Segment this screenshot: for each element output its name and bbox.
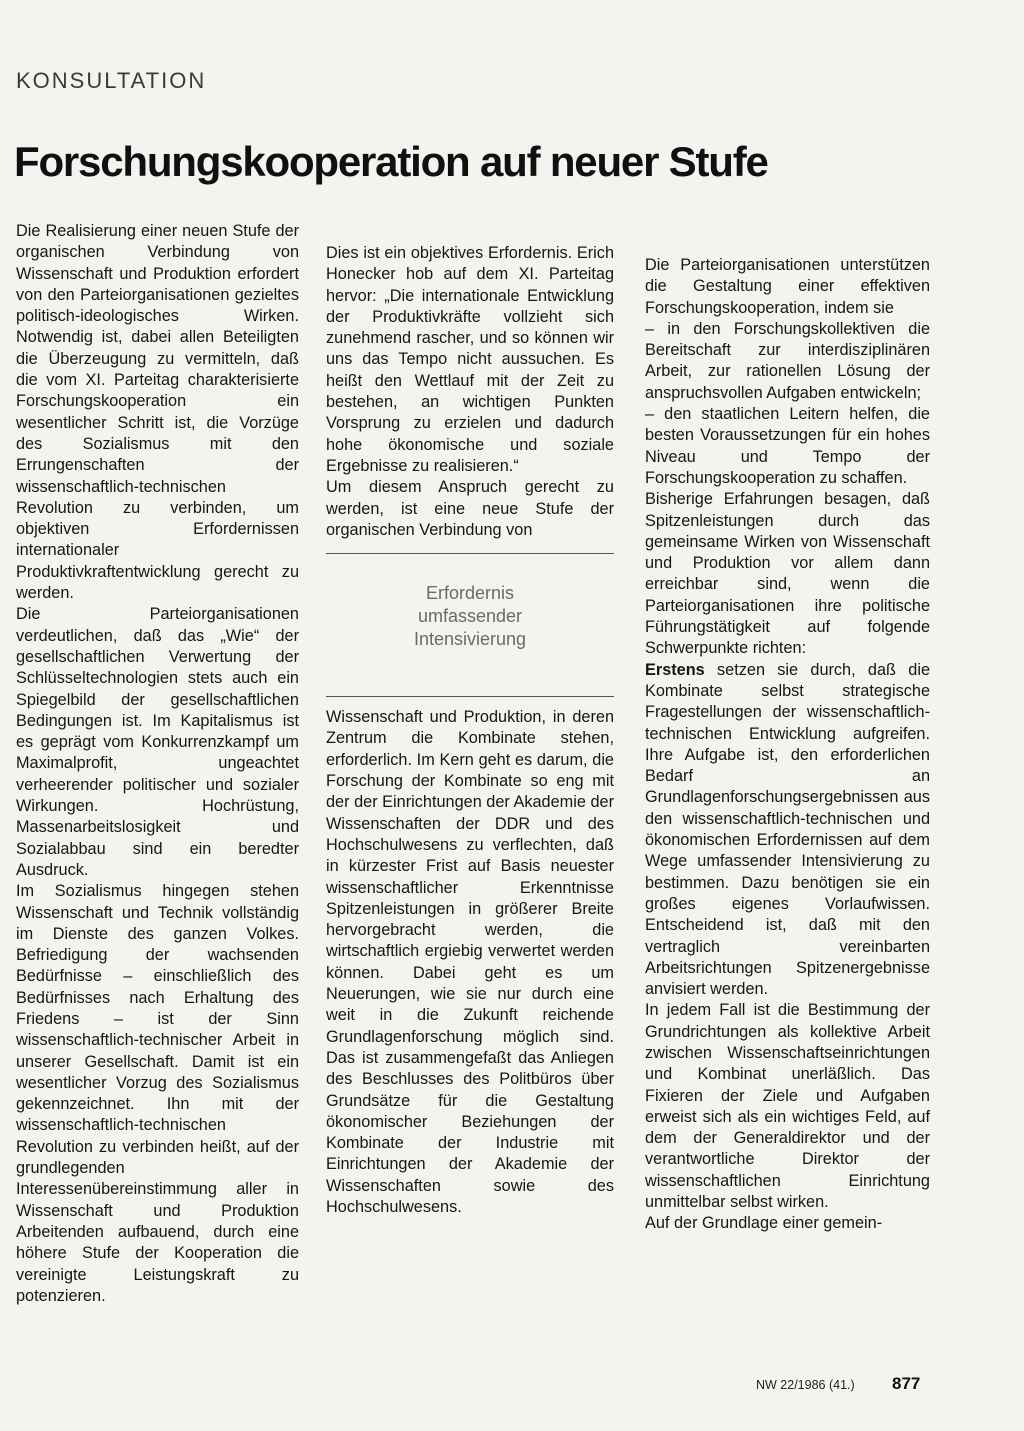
paragraph: – in den Forschungskollektiven die Bereitschaft zur interdisziplinären Arbeit, zur rationellen Lösung der anspruchsvollen Aufgaben entwickeln; (645, 319, 930, 402)
subheading-box (326, 553, 614, 697)
article-headline: Forschungskooperation auf neuer Stufe (14, 138, 768, 185)
paragraph: Bisherige Erfahrungen besagen, daß Spitzenleistungen durch das gemeinsame Wirken von Wissenschaft und Produktion vor allem dann erreichbar sind, wenn die Parteiorganisationen ihre politische Führungstätigkeit auf folgende Schwerpunkte richten: (645, 490, 930, 658)
paragraph: Um diesem Anspruch gerecht zu werden, ist eine neue Stufe der organischen Verbindung von (326, 478, 614, 539)
paragraph: Die Parteiorganisationen unterstützen die Gestaltung einer effektiven Forschungskooperation, indem sie (645, 256, 930, 317)
paragraph: Dies ist ein objektives Erfordernis. Erich Honecker hob auf dem XI. Parteitag hervor: „Die internationale Entwicklung der Produktivkräfte vollzieht sich zunehmend rascher, und so können wir uns das Tempo nicht aussuchen. Es heißt den Wettlauf mit der Zeit zu bestehen, an wichtigen Punkten Vorsprung zu erzielen und dadurch hohe ökonomische und soziale Ergebnisse zu realisieren.“ (326, 244, 614, 475)
subheading-line: Erfordernis (425, 583, 515, 604)
paragraph-text: setzen sie durch, daß die Kombinate selbst strategische Fragestellungen der wissenschaftlich-technischen Entwicklung aufgreifen. Ihre Aufgabe ist, den erforderlichen Bedarf an Grundlagenforschungsergebnissen aus den wissenschaftlich-technischen und ökonomischen Erfordernissen auf dem Wege umfassender Intensivierung zu bestimmen. Dazu benötigen sie ein großes eigenes Vorlaufwissen. Entscheidend ist, daß mit den vertraglich vereinbarten Arbeitsrichtungen Spitzenergebnisse anvisiert werden. (645, 660, 930, 999)
paragraph: Wissenschaft und Produktion, in deren Zentrum die Kombinate stehen, erforderlich. Im Kern geht es darum, die Forschung der Kombinate so eng mit der der Einrichtungen der Akademie der Wissenschaften der DDR und des Hochschulwesens zu verflechten, daß in kürzester Frist auf Basis neuester wissenschaftlicher Erkenntnisse Spitzenleistungen in größerer Breite hervorgebracht werden, die wirtschaftlich ergiebig verwertet werden können. Dabei geht es um Neuerungen, wie sie nur durch eine weit in die Zukunft reichende Grundlagenforschung möglich sind. Das ist zusammengefaßt das Anliegen des Beschlusses des Politbüros über Grundsätze für die Gestaltung ökonomischer Beziehungen der Kombinate der Industrie mit Einrichtungen der Akademie der Wissenschaften sowie des Hochschulwesens. (326, 708, 614, 1216)
text-column-2 (326, 243, 614, 1218)
text-column-1 (16, 221, 299, 1307)
paragraph: Die Parteiorganisationen verdeutlichen, daß das „Wie“ der gesellschaftlichen Verwertung der Schlüsseltechnologien stets auch ein Spiegelbild der gesellschaftlichen Bedingungen ist. Im Kapitalismus ist es geprägt vom Konkurrenzkampf um Maximalprofit, ungeachtet verheerender politischer und sozialer Wirkungen. Hochrüstung, Massenarbeitslosigkeit und Sozialabbau sind ein beredter Ausdruck. (16, 605, 299, 879)
paragraph: – den staatlichen Leitern helfen, die besten Voraussetzungen für ein hohes Niveau und Tempo der Forschungskooperation zu schaffen. (645, 405, 930, 487)
paragraph: Im Sozialismus hingegen stehen Wissenschaft und Technik vollständig im Dienste des ganzen Volkes. Befriedigung der wachsenden Bedürfnisse – einschließlich des Bedürfnisses nach Erhaltung des Friedens – ist der Sinn wissenschaftlich-technischer Arbeit in unserer Gesellschaft. Damit ist ein wesentlicher Vorzug des Sozialismus gekennzeichnet. Ihn mit der wissenschaftlich-technischen Revolution zu verbinden heißt, auf der grundlegenden Interessenübereinstimmung aller in Wissenschaft und Produktion Arbeitenden aufbauend, durch eine höhere Stufe der Kooperation die vereinigte Leistungskraft zu potenzieren. (16, 882, 299, 1305)
subheading-line: Intensivierung (413, 629, 527, 650)
issue-reference: NW 22/1986 (41.) (756, 1378, 855, 1392)
page-number: 877 (892, 1374, 921, 1393)
paragraph: Die Realisierung einer neuen Stufe der organischen Verbindung von Wissenschaft und Produktion erfordert von den Parteiorganisationen gezieltes politisch-ideologisches Wirken. Notwendig ist, dabei allen Beteiligten die Überzeugung zu vermitteln, daß die vom XI. Parteitag charakterisierte Forschungskooperation ein wesentlicher Schritt ist, die Vorzüge des Sozialismus mit den Errungenschaften der wissenschaftlich-technischen Revolution zu verbinden, um objektiven Erfordernissen internationaler Produktivkraftentwicklung gerecht zu werden. (16, 222, 299, 603)
paragraph (645, 660, 930, 1001)
paragraph: In jedem Fall ist die Bestimmung der Grundrichtungen als kollektive Arbeit zwischen Wissenschaftseinrichtungen und Kombinat unerläßlich. Das Fixieren der Ziele und Aufgaben erweist sich als ein wichtiges Feld, auf dem der Generaldirektor und der verantwortliche Direktor der wissenschaftlichen Einrichtung unmittelbar selbst wirken. (645, 1001, 930, 1212)
subheading-line: umfassender (417, 606, 523, 627)
text-column-3 (645, 255, 930, 1235)
section-rubric: KONSULTATION (16, 68, 207, 93)
paragraph: Auf der Grundlage einer gemein- (645, 1214, 883, 1233)
emphasis-erstens: Erstens (645, 660, 705, 679)
